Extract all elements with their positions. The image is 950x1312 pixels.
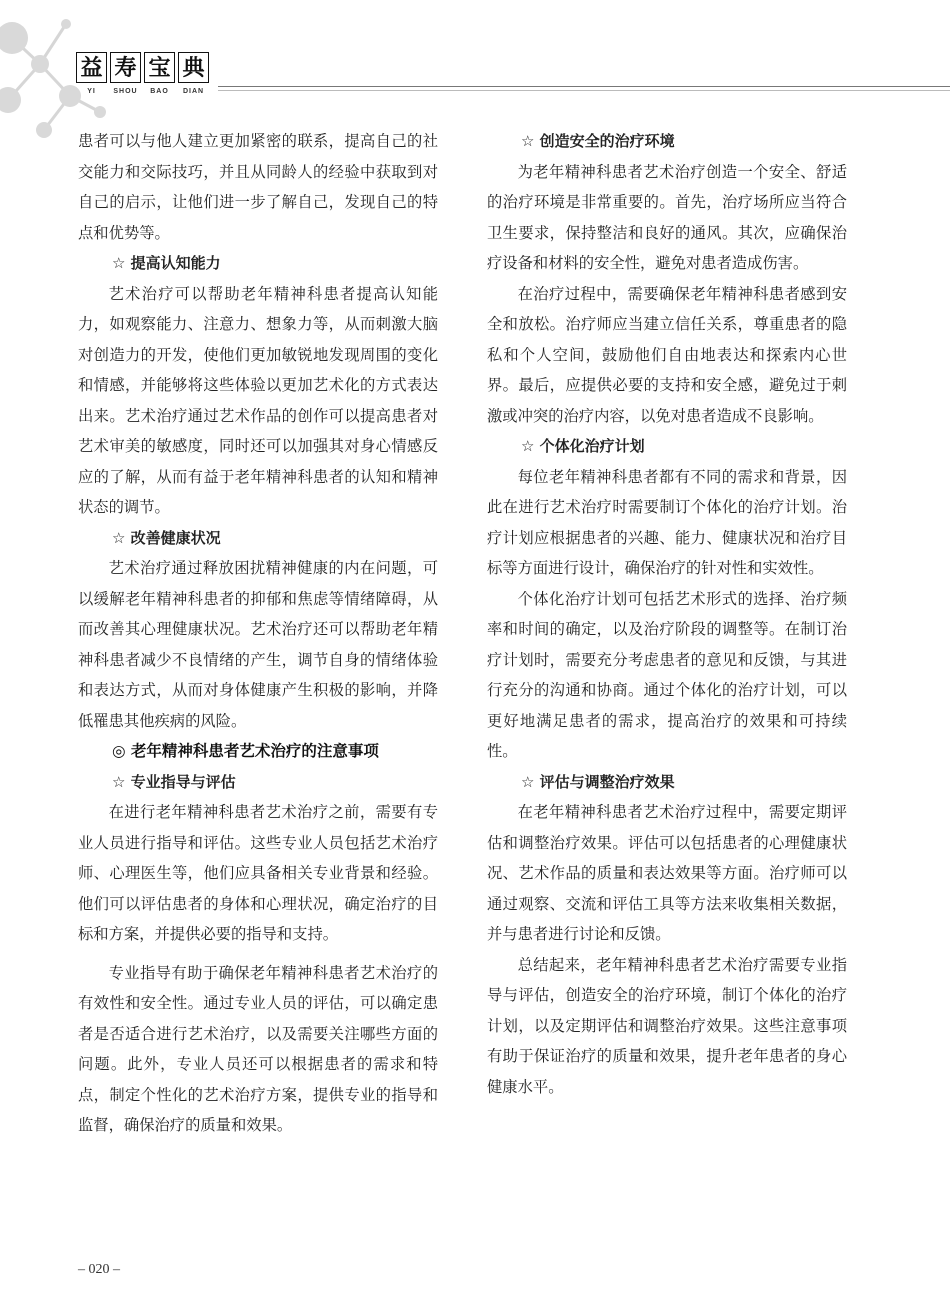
page-number: – 020 –: [78, 1262, 120, 1277]
paragraph: 为老年精神科患者艺术治疗创造一个安全、舒适的治疗环境是非常重要的。首先，治疗场所应当符合卫生要求，保持整洁和良好的通风。其次，应确保治疗设备和材料的安全性，避免对患者造成伤害。: [487, 162, 847, 272]
pinyin-label: YI: [87, 88, 96, 95]
major-heading: ◎ 老年精神科患者艺术治疗的注意事项: [112, 741, 379, 760]
paragraph: 每位老年精神科患者都有不同的需求和背景，因此在进行艺术治疗时需要制订个体化的治疗计划。治疗计划应根据患者的兴趣、能力、健康状况和治疗目标等方面进行设计，确保治疗的针对性和实效性。: [487, 467, 847, 577]
header-rule-secondary: [218, 90, 950, 91]
paragraph: 个体化治疗计划可包括艺术形式的选择、治疗频率和时间的确定，以及治疗阶段的调整等。在制订治疗计划时，需要充分考虑患者的意见和反馈，与其进行充分的沟通和协商。通过个体化的治疗计划，可以更好地满足患者的需求，提高治疗的效果和可持续性。: [487, 589, 847, 760]
paragraph: 在治疗过程中，需要确保老年精神科患者感到安全和放松。治疗师应当建立信任关系，尊重患者的隐私和个人空间，鼓励他们自由地表达和探索内心世界。最后，应提供必要的支持和安全感，避免过于刺激或冲突的治疗内容，以免对患者造成不良影响。: [487, 284, 847, 425]
title-char: 典: [178, 52, 209, 83]
section-heading: ☆ 创造安全的治疗环境: [521, 132, 675, 150]
section-heading: ☆ 专业指导与评估: [112, 772, 236, 791]
paragraph: 专业指导有助于确保老年精神科患者艺术治疗的有效性和安全性。通过专业人员的评估，可以确定患者是否适合进行艺术治疗，以及需要关注哪些方面的问题。此外，专业人员还可以根据患者的需求和特点，制定个性化的艺术治疗方案，提供专业的指导和监督，确保治疗的质量和效果。: [78, 963, 438, 1134]
header-rule: [218, 86, 950, 87]
section-heading: ☆ 提高认知能力: [112, 254, 221, 272]
title-char: 寿: [110, 52, 141, 83]
section-heading: ☆ 改善健康状况: [112, 528, 221, 547]
paragraph: 患者可以与他人建立更加紧密的联系，提高自己的社交能力和交际技巧，并且从同龄人的经验中获取到对自己的启示，让他们进一步了解自己，发现自己的特点和优势等。: [78, 132, 438, 242]
magazine-pinyin: [76, 88, 209, 95]
magazine-title: [76, 52, 209, 83]
paragraph: 在进行老年精神科患者艺术治疗之前，需要有专业人员进行指导和评估。这些专业人员包括艺术治疗师、心理医生等，他们应具备相关专业背景和经验。他们可以评估患者的身体和心理状况，确定治疗的目标和方案，并提供必要的指导和支持。: [78, 803, 438, 943]
paragraph: 总结起来，老年精神科患者艺术治疗需要专业指导与评估，创造安全的治疗环境，制订个体化的治疗计划，以及定期评估和调整治疗效果。这些注意事项有助于保证治疗的质量和效果，提升老年患者的身心健康水平。: [487, 955, 847, 1096]
pinyin-label: BAO: [150, 88, 169, 95]
section-heading: ☆ 个体化治疗计划: [521, 437, 645, 455]
masthead: [76, 52, 209, 95]
left-column: [78, 126, 438, 1141]
section-heading: ☆ 评估与调整治疗效果: [521, 772, 675, 791]
paragraph: 艺术治疗通过释放困扰精神健康的内在问题，可以缓解老年精神科患者的抑郁和焦虑等情绪障碍，从而改善其心理健康状况。艺术治疗还可以帮助老年精神科患者减少不良情绪的产生，调节自身的情绪体验和表达方式，从而对身体健康产生积极的影响，并降低罹患其他疾病的风险。: [78, 559, 438, 730]
title-char: 益: [76, 52, 107, 83]
pinyin-label: SHOU: [113, 88, 138, 95]
paragraph: 在老年精神科患者艺术治疗过程中，需要定期评估和调整治疗效果。评估可以包括患者的心理健康状况、艺术作品的质量和表达效果等方面。治疗师可以通过观察、交流和评估工具等方法来收集相关数据，并与患者进行讨论和反馈。: [487, 803, 847, 943]
paragraph: 艺术治疗可以帮助老年精神科患者提高认知能力，如观察能力、注意力、想象力等，从而刺激大脑对创造力的开发，使他们更加敏锐地发现周围的变化和情感，并能够将这些体验以更加艺术化的方式表达出来。艺术治疗通过艺术作品的创作可以提高患者对艺术审美的敏感度，同时还可以加强其对身心情感反应的了解，从而有益于老年精神科患者的认知和精神状态的调节。: [78, 284, 438, 516]
pinyin-label: DIAN: [182, 88, 205, 95]
title-char: 宝: [144, 52, 175, 83]
right-column: [487, 126, 847, 1102]
